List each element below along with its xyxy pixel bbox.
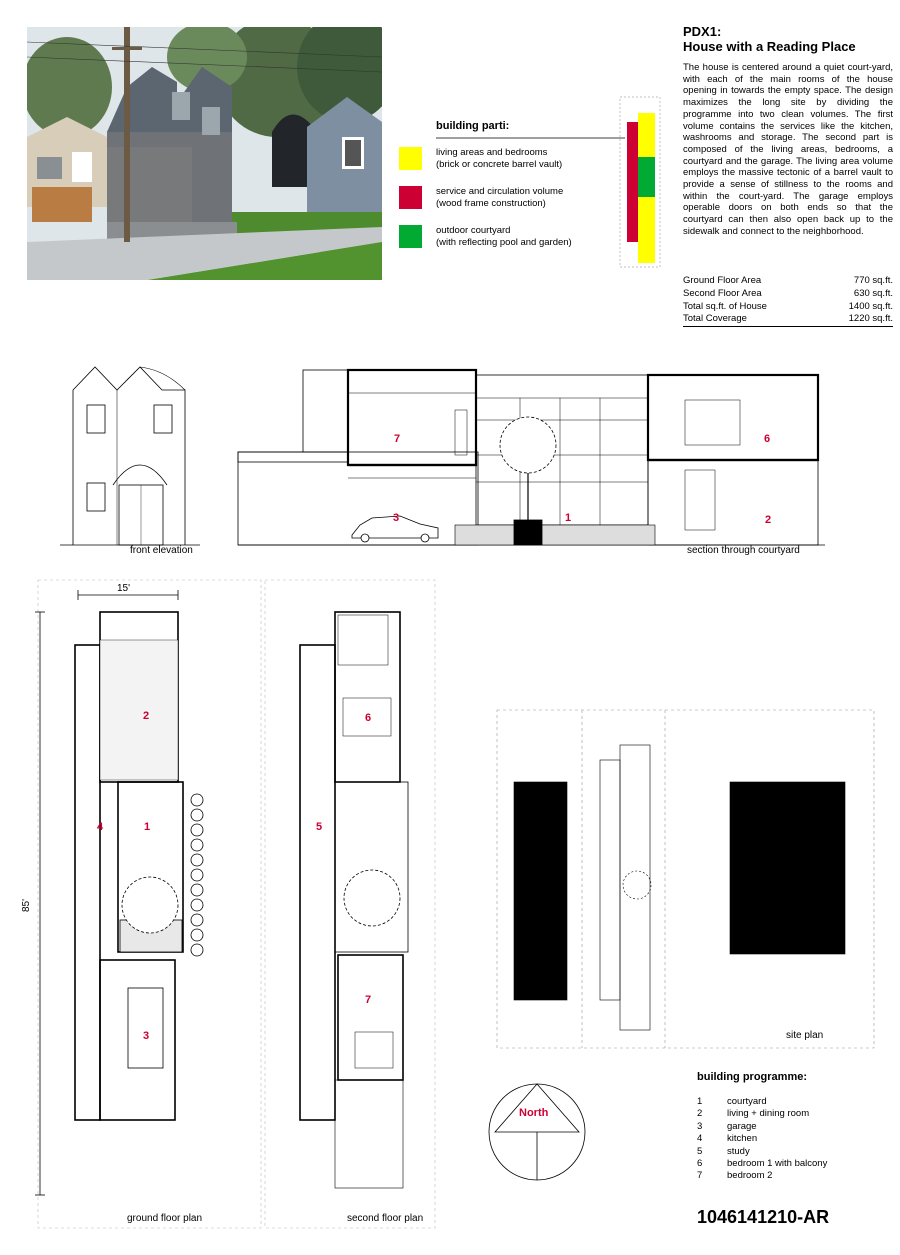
- area-row: Ground Floor Area 770 sq.ft.: [683, 275, 893, 286]
- area-row: Total sq.ft. of House 1400 sq.ft.: [683, 300, 893, 312]
- room-number: 6: [764, 433, 771, 445]
- room-number: 7: [394, 433, 401, 445]
- width-dimension: 15': [117, 583, 131, 594]
- room-number: 4: [97, 821, 104, 833]
- room-number: 6: [365, 712, 372, 724]
- front-elevation-drawing: [60, 367, 200, 545]
- north-label: North: [519, 1107, 549, 1119]
- room-number: 2: [143, 710, 150, 722]
- site-plan-drawing: [497, 710, 874, 1048]
- room-number: 5: [316, 821, 323, 833]
- parti-title: building parti:: [436, 120, 510, 132]
- legend-item-living: living areas and bedrooms (brick or concrete barrel vault): [399, 147, 562, 171]
- front-elevation-label: front elevation: [130, 545, 193, 556]
- list-item: 5 study: [697, 1145, 750, 1157]
- room-number: 1: [565, 512, 572, 524]
- list-item: 1 courtyard: [697, 1096, 767, 1107]
- parti-diagram: [436, 97, 660, 267]
- project-title-line2: House with a Reading Place: [683, 39, 856, 54]
- north-arrow: [489, 1084, 585, 1180]
- ground-floor-plan-label: ground floor plan: [127, 1213, 203, 1224]
- room-number: 3: [143, 1030, 150, 1042]
- legend-item-service: service and circulation volume (wood frame construction): [399, 186, 563, 210]
- room-number: 1: [144, 821, 151, 833]
- list-item: 4 kitchen: [697, 1133, 758, 1145]
- project-description: The house is centered around a quiet court-yard, with each of the main rooms of the house opening in towards the empty space. The design maximizes the long site by dividing the programme into two clean volumes. The first volume contains the services like the kitchen, washrooms and storage. The second part is composed of the living areas, bedrooms, a courtyard and the garage. The living area volume employs the massive tectonic of a barrel vault to provide a sense of stillness to the rooms and within the court-yard. The garage employs operable doors on both ends so that the courtyard can then also open back up to the sidewalk and connect to the neighborhood.: [683, 62, 893, 237]
- second-floor-plan-label: second floor plan: [347, 1213, 424, 1224]
- programme-title: building programme:: [697, 1071, 807, 1083]
- area-row: Second Floor Area 630 sq.ft.: [683, 287, 893, 299]
- list-item: 6 bedroom 1 with balcony: [697, 1158, 828, 1170]
- project-title-line1: PDX1:: [683, 24, 722, 39]
- list-item: 7 bedroom 2: [697, 1170, 773, 1182]
- length-dimension: 85': [21, 898, 33, 913]
- area-row: Total Coverage 1220 sq.ft.: [683, 313, 893, 327]
- section-label: section through courtyard: [687, 545, 800, 556]
- second-floor-plan-drawing: [265, 580, 435, 1228]
- room-number: 2: [765, 514, 772, 526]
- room-number: 7: [365, 994, 372, 1006]
- project-code: 1046141210-AR: [697, 1207, 830, 1227]
- section-drawing: [238, 370, 825, 545]
- legend-item-courtyard: outdoor courtyard (with reflecting pool and garden): [399, 225, 572, 249]
- programme-list: [697, 1096, 827, 1183]
- site-plan-label: site plan: [786, 1030, 824, 1041]
- room-number: 3: [393, 512, 400, 524]
- ground-floor-plan-drawing: [35, 580, 261, 1228]
- list-item: 3 garage: [697, 1120, 757, 1132]
- list-item: 2 living + dining room: [697, 1108, 810, 1120]
